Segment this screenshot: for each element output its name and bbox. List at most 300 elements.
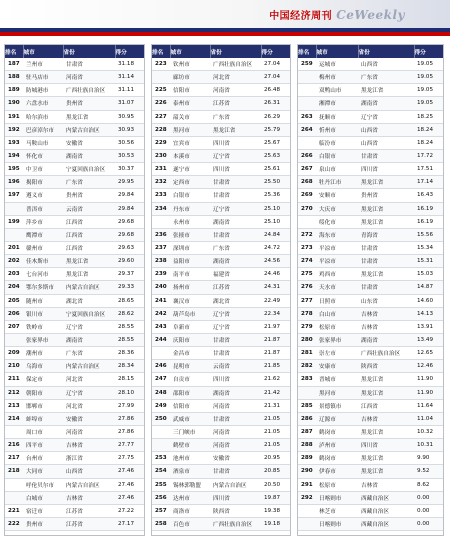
rank-cell: 204 xyxy=(5,281,23,294)
table-row xyxy=(152,281,291,294)
score-cell: 27.46 xyxy=(115,491,145,504)
province-cell: 广东省 xyxy=(63,176,115,189)
province-cell: 山西省 xyxy=(358,136,414,149)
province-cell: 广东省 xyxy=(210,241,261,254)
city-cell: 崇左市 xyxy=(316,347,358,360)
table-row xyxy=(298,478,444,491)
province-cell: 湖南省 xyxy=(63,149,115,162)
score-cell: 17.14 xyxy=(414,176,444,189)
score-cell: 27.86 xyxy=(115,412,145,425)
score-cell: 14.60 xyxy=(414,294,444,307)
table-row xyxy=(152,373,291,386)
table-row xyxy=(152,176,291,189)
score-cell: 25.61 xyxy=(261,163,291,176)
table-row xyxy=(298,517,444,530)
province-cell: 河北省 xyxy=(63,399,115,412)
rank-cell: 197 xyxy=(5,189,23,202)
province-cell: 辽宁省 xyxy=(210,202,261,215)
province-cell: 宁夏回族自治区 xyxy=(63,307,115,320)
city-cell: 驻马店市 xyxy=(23,71,63,84)
province-cell: 甘肃省 xyxy=(358,241,414,254)
score-cell: 22.34 xyxy=(261,307,291,320)
rank-cell xyxy=(298,71,316,84)
city-cell: 银川市 xyxy=(23,307,63,320)
score-cell: 25.10 xyxy=(261,215,291,228)
city-cell: 松原市 xyxy=(316,478,358,491)
score-cell: 28.10 xyxy=(115,386,145,399)
table-row xyxy=(152,412,291,425)
province-cell: 黑龙江省 xyxy=(358,386,414,399)
province-cell: 黑龙江省 xyxy=(210,123,261,136)
province-cell: 河南省 xyxy=(210,84,261,97)
score-cell: 30.93 xyxy=(115,123,145,136)
rank-cell: 188 xyxy=(5,71,23,84)
table-row xyxy=(152,189,291,202)
rank-cell: 206 xyxy=(5,307,23,320)
province-cell: 陕西省 xyxy=(358,360,414,373)
rank-cell: 291 xyxy=(298,478,316,491)
province-cell: 黑龙江省 xyxy=(63,255,115,268)
city-cell: 日喀则市 xyxy=(316,491,358,504)
city-cell: 鹰潭市 xyxy=(23,228,63,241)
score-cell: 27.04 xyxy=(261,58,291,71)
table-row xyxy=(5,347,145,360)
rank-cell: 203 xyxy=(5,268,23,281)
rank-cell xyxy=(152,439,170,452)
table-row xyxy=(5,241,145,254)
rank-cell: 282 xyxy=(298,360,316,373)
score-cell: 29.37 xyxy=(115,268,145,281)
score-cell: 31.07 xyxy=(115,97,145,110)
rank-cell: 272 xyxy=(298,228,316,241)
score-cell: 31.18 xyxy=(115,58,145,71)
province-cell: 黑龙江省 xyxy=(358,452,414,465)
table-row xyxy=(5,110,145,123)
province-cell: 甘肃省 xyxy=(210,176,261,189)
city-cell: 兰州市 xyxy=(23,58,63,71)
rank-cell: 211 xyxy=(5,373,23,386)
rank-cell: 226 xyxy=(152,97,170,110)
table-row xyxy=(5,268,145,281)
score-cell: 16.43 xyxy=(414,189,444,202)
city-cell: 萍乡市 xyxy=(23,215,63,228)
table-row xyxy=(5,386,145,399)
score-cell: 27.04 xyxy=(261,71,291,84)
province-cell: 甘肃省 xyxy=(210,189,261,202)
score-cell: 19.87 xyxy=(261,491,291,504)
score-cell: 19.38 xyxy=(261,504,291,517)
table-row xyxy=(5,491,145,504)
score-cell: 28.65 xyxy=(115,294,145,307)
city-cell: 马鞍山市 xyxy=(23,136,63,149)
city-cell: 蚌埠市 xyxy=(23,412,63,425)
brand-cn: 中国经济周刊 xyxy=(269,11,333,22)
province-cell: 贵州省 xyxy=(63,189,115,202)
table-row xyxy=(5,517,145,530)
score-cell: 15.31 xyxy=(414,255,444,268)
province-cell: 湖南省 xyxy=(358,97,414,110)
city-cell: 周口市 xyxy=(23,425,63,438)
city-cell: 钦州市 xyxy=(170,58,210,71)
city-cell: 信阳市 xyxy=(170,399,210,412)
city-cell: 黑河市 xyxy=(316,386,358,399)
city-cell: 信阳市 xyxy=(170,84,210,97)
rank-cell xyxy=(5,202,23,215)
score-cell: 17.51 xyxy=(414,163,444,176)
province-cell: 辽宁省 xyxy=(210,149,261,162)
city-cell: 襄汉市 xyxy=(170,294,210,307)
score-cell: 25.67 xyxy=(261,136,291,149)
province-cell: 西藏自治区 xyxy=(358,504,414,517)
header-score: 得分 xyxy=(414,45,444,58)
city-cell: 安康市 xyxy=(316,360,358,373)
table-row xyxy=(152,228,291,241)
score-cell: 27.22 xyxy=(115,504,145,517)
score-cell: 0.00 xyxy=(414,504,444,517)
city-cell: 金昌市 xyxy=(170,347,210,360)
table-row xyxy=(5,136,145,149)
score-cell: 25.50 xyxy=(261,176,291,189)
score-cell: 29.84 xyxy=(115,189,145,202)
province-cell: 江苏省 xyxy=(210,281,261,294)
table-row xyxy=(298,215,444,228)
city-cell: 泰州市 xyxy=(170,97,210,110)
province-cell: 河南省 xyxy=(63,71,115,84)
province-cell: 河北省 xyxy=(210,71,261,84)
table-row xyxy=(152,307,291,320)
province-cell: 安徽省 xyxy=(210,452,261,465)
province-cell: 山东省 xyxy=(358,294,414,307)
rank-cell: 231 xyxy=(152,163,170,176)
city-cell: 鸡西市 xyxy=(316,268,358,281)
city-cell: 本溪市 xyxy=(170,149,210,162)
score-cell: 27.75 xyxy=(115,452,145,465)
score-cell: 10.32 xyxy=(414,425,444,438)
table-row xyxy=(152,97,291,110)
score-cell: 29.33 xyxy=(115,281,145,294)
score-cell: 24.46 xyxy=(261,268,291,281)
score-cell: 26.29 xyxy=(261,110,291,123)
score-cell: 12.46 xyxy=(414,360,444,373)
table-row xyxy=(152,110,291,123)
province-cell: 广东省 xyxy=(358,71,414,84)
province-cell: 湖南省 xyxy=(210,386,261,399)
province-cell: 江西省 xyxy=(358,399,414,412)
score-cell: 11.64 xyxy=(414,399,444,412)
score-cell: 30.95 xyxy=(115,110,145,123)
table-row xyxy=(298,439,444,452)
city-cell: 邵阳市 xyxy=(170,386,210,399)
score-cell: 15.56 xyxy=(414,228,444,241)
city-cell: 呼伦贝尔市 xyxy=(23,478,63,491)
province-cell: 湖南省 xyxy=(210,255,261,268)
score-cell: 10.31 xyxy=(414,439,444,452)
province-cell: 辽宁省 xyxy=(63,386,115,399)
table-row xyxy=(5,478,145,491)
rank-cell: 234 xyxy=(152,202,170,215)
rank-cell xyxy=(152,425,170,438)
province-cell: 江苏省 xyxy=(63,504,115,517)
city-cell: 白银市 xyxy=(316,149,358,162)
rank-cell: 268 xyxy=(298,176,316,189)
city-cell: 大同市 xyxy=(23,465,63,478)
table-row xyxy=(152,399,291,412)
city-cell: 防城港市 xyxy=(23,84,63,97)
province-cell: 青海省 xyxy=(358,228,414,241)
province-cell: 广西壮族自治区 xyxy=(63,84,115,97)
score-cell: 11.04 xyxy=(414,412,444,425)
city-cell: 扬州市 xyxy=(170,281,210,294)
province-cell: 内蒙古自治区 xyxy=(210,478,261,491)
province-cell: 内蒙古自治区 xyxy=(63,478,115,491)
score-cell: 31.14 xyxy=(115,71,145,84)
province-cell: 四川省 xyxy=(210,163,261,176)
table-row xyxy=(152,215,291,228)
rank-cell: 232 xyxy=(152,176,170,189)
header-city: 城市 xyxy=(316,45,358,58)
score-cell: 13.91 xyxy=(414,320,444,333)
province-cell: 吉林省 xyxy=(63,491,115,504)
province-cell: 贵州省 xyxy=(358,189,414,202)
rank-cell: 283 xyxy=(298,373,316,386)
city-cell: 邯郸市 xyxy=(23,399,63,412)
province-cell: 宁夏回族自治区 xyxy=(63,163,115,176)
table-row xyxy=(298,399,444,412)
ranking-table-3 xyxy=(297,44,444,536)
city-cell: 临汾市 xyxy=(316,136,358,149)
city-cell: 酒泉市 xyxy=(170,465,210,478)
score-cell: 18.24 xyxy=(414,136,444,149)
province-cell: 河南省 xyxy=(210,425,261,438)
rank-cell: 277 xyxy=(298,294,316,307)
rank-cell: 196 xyxy=(5,176,23,189)
rank-cell: 238 xyxy=(152,255,170,268)
city-cell: 张家界市 xyxy=(23,333,63,346)
province-cell: 安徽省 xyxy=(63,412,115,425)
score-cell: 31.11 xyxy=(115,84,145,97)
score-cell: 29.63 xyxy=(115,241,145,254)
city-cell: 运城市 xyxy=(316,58,358,71)
rank-cell: 233 xyxy=(152,189,170,202)
rank-cell: 213 xyxy=(5,399,23,412)
table-row xyxy=(298,320,444,333)
table-row xyxy=(152,360,291,373)
score-cell: 27.17 xyxy=(115,517,145,530)
city-cell: 潮州市 xyxy=(23,347,63,360)
city-cell: 白银市 xyxy=(170,189,210,202)
score-cell: 30.37 xyxy=(115,163,145,176)
province-cell: 湖北省 xyxy=(210,294,261,307)
province-cell: 内蒙古自治区 xyxy=(63,123,115,136)
city-cell: 宜宾市 xyxy=(170,136,210,149)
city-cell: 绥化市 xyxy=(316,215,358,228)
table-row xyxy=(152,163,291,176)
table-row xyxy=(152,320,291,333)
city-cell: 白山市 xyxy=(316,307,358,320)
city-cell: 张掖市 xyxy=(170,228,210,241)
rank-cell xyxy=(5,228,23,241)
province-cell: 陕西省 xyxy=(210,504,261,517)
score-cell: 21.87 xyxy=(261,333,291,346)
city-cell: 松原市 xyxy=(316,320,358,333)
score-cell: 13.49 xyxy=(414,333,444,346)
score-cell: 28.34 xyxy=(115,360,145,373)
rank-cell: 199 xyxy=(5,215,23,228)
score-cell: 11.90 xyxy=(414,373,444,386)
city-cell: 忻州市 xyxy=(316,123,358,136)
province-cell: 江西省 xyxy=(63,241,115,254)
province-cell: 黑龙江省 xyxy=(358,202,414,215)
province-cell: 辽宁省 xyxy=(63,320,115,333)
score-cell: 25.79 xyxy=(261,123,291,136)
rank-cell: 250 xyxy=(152,412,170,425)
score-cell: 15.03 xyxy=(414,268,444,281)
header-city: 城市 xyxy=(23,45,63,58)
rank-cell xyxy=(298,136,316,149)
rank-cell: 280 xyxy=(298,333,316,346)
table-row xyxy=(5,84,145,97)
city-cell: 四平市 xyxy=(23,439,63,452)
table-row xyxy=(298,58,444,71)
city-cell: 自贡市 xyxy=(170,373,210,386)
city-cell: 赣州市 xyxy=(23,241,63,254)
table-row xyxy=(152,425,291,438)
table-row xyxy=(152,149,291,162)
rank-cell: 210 xyxy=(5,360,23,373)
rank-cell: 242 xyxy=(152,307,170,320)
city-cell: 怀化市 xyxy=(23,149,63,162)
city-cell: 保定市 xyxy=(23,373,63,386)
table-row xyxy=(152,84,291,97)
table-row xyxy=(298,347,444,360)
rank-cell: 243 xyxy=(152,320,170,333)
rank-cell: 264 xyxy=(298,123,316,136)
rank-cell: 228 xyxy=(152,123,170,136)
city-cell: 平凉市 xyxy=(316,241,358,254)
score-cell: 27.99 xyxy=(115,399,145,412)
city-cell: 泸州市 xyxy=(316,439,358,452)
province-cell: 安徽省 xyxy=(63,136,115,149)
table-row xyxy=(298,281,444,294)
rank-cell: 259 xyxy=(298,58,316,71)
header-province: 省份 xyxy=(63,45,115,58)
score-cell: 24.31 xyxy=(261,281,291,294)
city-cell: 鹤岗市 xyxy=(316,452,358,465)
city-cell: 商洛市 xyxy=(170,504,210,517)
rank-cell: 223 xyxy=(152,58,170,71)
table-row xyxy=(152,136,291,149)
table-row xyxy=(5,399,145,412)
table-row xyxy=(298,268,444,281)
table-row xyxy=(298,71,444,84)
rank-cell: 267 xyxy=(298,163,316,176)
rank-cell: 225 xyxy=(152,84,170,97)
province-cell: 辽宁省 xyxy=(358,110,414,123)
table-row xyxy=(298,255,444,268)
city-cell: 张家界市 xyxy=(316,333,358,346)
score-cell: 24.84 xyxy=(261,228,291,241)
province-cell: 黑龙江省 xyxy=(358,465,414,478)
rank-cell xyxy=(298,84,316,97)
province-cell: 湖南省 xyxy=(63,333,115,346)
rank-cell: 227 xyxy=(152,110,170,123)
score-cell: 19.05 xyxy=(414,58,444,71)
score-cell: 14.13 xyxy=(414,307,444,320)
ranking-table-1 xyxy=(4,44,145,536)
rank-cell xyxy=(298,517,316,530)
rank-cell: 269 xyxy=(298,189,316,202)
rank-cell: 216 xyxy=(5,439,23,452)
province-cell: 湖北省 xyxy=(63,294,115,307)
city-cell: 铁岭市 xyxy=(23,320,63,333)
score-cell: 9.90 xyxy=(414,452,444,465)
header-city: 城市 xyxy=(170,45,210,58)
province-cell: 四川省 xyxy=(210,491,261,504)
table-row xyxy=(298,386,444,399)
city-cell: 鄂尔多斯市 xyxy=(23,281,63,294)
table-row xyxy=(298,504,444,517)
rank-cell: 209 xyxy=(5,347,23,360)
table-row xyxy=(5,307,145,320)
province-cell: 江苏省 xyxy=(63,517,115,530)
table-row xyxy=(152,241,291,254)
city-cell: 抚顺市 xyxy=(316,110,358,123)
table-row xyxy=(5,320,145,333)
score-cell: 28.55 xyxy=(115,333,145,346)
header-province: 省份 xyxy=(358,45,414,58)
table-row xyxy=(298,84,444,97)
province-cell: 河北省 xyxy=(63,373,115,386)
province-cell: 黑龙江省 xyxy=(358,268,414,281)
city-cell: 伊春市 xyxy=(316,465,358,478)
rank-cell: 217 xyxy=(5,452,23,465)
table-row xyxy=(152,517,291,530)
rank-cell: 212 xyxy=(5,386,23,399)
city-cell: 武威市 xyxy=(170,412,210,425)
rank-cell: 191 xyxy=(5,110,23,123)
score-cell: 21.87 xyxy=(261,347,291,360)
score-cell: 30.53 xyxy=(115,149,145,162)
city-cell: 泉山市 xyxy=(316,163,358,176)
score-cell: 20.50 xyxy=(261,478,291,491)
province-cell: 甘肃省 xyxy=(358,255,414,268)
province-cell: 甘肃省 xyxy=(210,412,261,425)
city-cell: 哈尔滨市 xyxy=(23,110,63,123)
rank-cell: 249 xyxy=(152,399,170,412)
rank-cell: 187 xyxy=(5,58,23,71)
table-header-row xyxy=(152,45,291,58)
table-row xyxy=(5,504,145,517)
province-cell: 黑龙江省 xyxy=(63,110,115,123)
city-cell: 天水市 xyxy=(316,281,358,294)
province-cell: 四川省 xyxy=(358,439,414,452)
province-cell: 甘肃省 xyxy=(358,281,414,294)
city-cell: 锡林郭勒盟 xyxy=(170,478,210,491)
table-row xyxy=(298,241,444,254)
province-cell: 吉林省 xyxy=(358,412,414,425)
rank-cell: 279 xyxy=(298,320,316,333)
rank-cell: 214 xyxy=(5,412,23,425)
province-cell: 四川省 xyxy=(358,163,414,176)
city-cell: 海东市 xyxy=(316,228,358,241)
city-cell: 定西市 xyxy=(170,176,210,189)
table-row xyxy=(5,333,145,346)
ranking-table-2 xyxy=(151,44,291,536)
table-row xyxy=(5,255,145,268)
rank-cell: 190 xyxy=(5,97,23,110)
score-cell: 17.72 xyxy=(414,149,444,162)
rank-cell: 274 xyxy=(298,255,316,268)
